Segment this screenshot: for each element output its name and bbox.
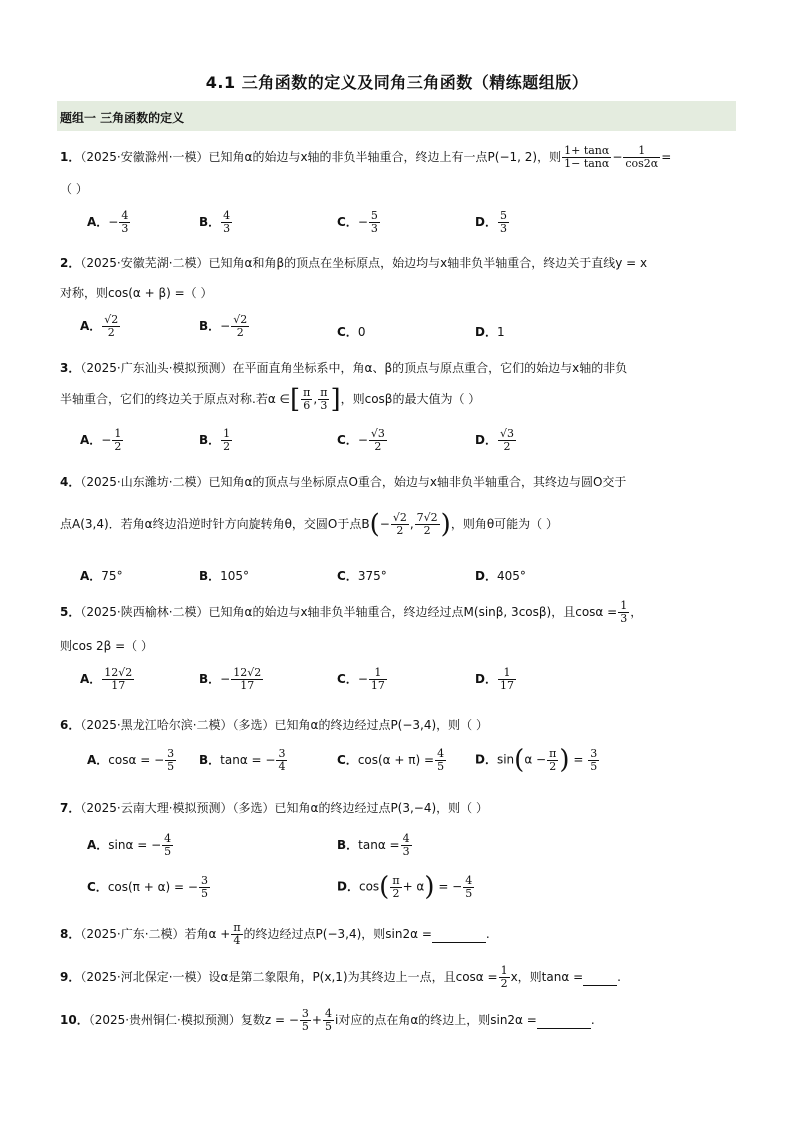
question-3-line2: 半轴重合，它们的终边关于原点对称.若α ∈[ $\frac{\pi}{6}$ , $\frac{\pi}{3}$ ]，则cosβ的最大值为（ ）	[60, 384, 481, 415]
question-source: （2025·广东·二模）	[80, 927, 185, 941]
question-text: 的终边经过点P(−3,4)，则sin2α =	[243, 927, 432, 941]
question-source: （2025·安徽芜湖·二模）	[80, 256, 209, 270]
question-number: 7．	[60, 801, 81, 815]
question-number: 1．	[60, 150, 81, 164]
question-text: 已知角α的始边与x轴的非负半轴重合，终边上有一点P(−1, 2)，则	[208, 150, 562, 164]
group-header	[57, 101, 736, 131]
option-b[interactable]: B． $\frac{4}{3}$	[199, 209, 231, 235]
option-a[interactable]: A． $\frac{12√2}{17}$	[80, 666, 133, 692]
option-c[interactable]: C．− $\frac{√3}{2}$	[337, 427, 385, 453]
question-text: （多选）已知角α的终边经过点P(3,−4)，则（ ）	[232, 801, 488, 815]
option-a[interactable]: A． $\frac{√2}{2}$	[80, 313, 119, 339]
group-title: 题组一 三角函数的定义	[60, 111, 185, 125]
option-c[interactable]: C．− $\frac{1}{17}$	[337, 666, 385, 692]
question-4	[60, 474, 736, 490]
option-c[interactable]: C．cos(π + α) = − $\frac{3}{5}$	[87, 874, 208, 900]
fraction: $\frac{1+ \tan\alpha}{1- \tan\alpha}$	[564, 144, 610, 170]
question-10: 10．（2025·贵州铜仁·模拟预测）复数z = − $\frac{3}{5}$ + $\frac{4}{5}$ i对应的点在角α的终边上，则sin2α = .	[60, 1007, 595, 1033]
option-d[interactable]: D． $\frac{√3}{2}$	[475, 427, 514, 453]
question-2	[60, 255, 736, 271]
option-d[interactable]: D． $\frac{1}{17}$	[475, 666, 514, 692]
option-c[interactable]: C．− $\frac{5}{3}$	[337, 209, 378, 235]
question-number: 4．	[60, 475, 81, 489]
question-9: 9．（2025·河北保定·一模）设α是第二象限角，P(x,1)为其终边上一点，且cosα = $\frac{1}{2}$ x，则tanα = .	[60, 964, 621, 990]
option-b[interactable]: B．− $\frac{√2}{2}$	[199, 313, 248, 339]
option-b[interactable]: B．tanα = $\frac{4}{3}$	[337, 832, 410, 858]
question-number: 5．	[60, 605, 81, 619]
option-b[interactable]: B． $\frac{1}{2}$	[199, 427, 231, 453]
question-source: （2025·云南大理·模拟预测）	[80, 801, 233, 815]
question-source: （2025·河北保定·一模）	[80, 970, 209, 984]
option-a[interactable]: A．sinα = − $\frac{4}{5}$	[87, 832, 172, 858]
question-text: （多选）已知角α的终边经过点P(−3,4)，则（ ）	[232, 718, 488, 732]
question-8: 8．（2025·广东·二模）若角α + $\frac{\pi}{4}$ 的终边经过点P(−3,4)，则sin2α = .	[60, 921, 490, 947]
question-number: 6．	[60, 718, 81, 732]
option-c[interactable]: C．375°	[337, 569, 387, 583]
question-4-line2: 点A(3,4)．若角α终边沿逆时针方向旋转角θ，交圆O于点B(− $\frac{√2}{2}$ , $\frac{7√2}{2}$ )，则角θ可能为（ ）	[60, 509, 558, 540]
option-d[interactable]: D．405°	[475, 569, 526, 583]
question-source: （2025·广东汕头·模拟预测）	[80, 361, 233, 375]
option-c[interactable]: C．0	[337, 325, 366, 339]
question-6	[60, 717, 736, 733]
question-text: 已知角α的始边与x轴非负半轴重合，终边经过点M(sinβ, 3cosβ)，且cosα =	[208, 605, 618, 619]
question-text: 在平面直角坐标系中，角α、β的顶点与原点重合，它们的始边与x轴的非负	[232, 361, 628, 375]
question-2-line2: 对称，则cos(α + β) =（ ）	[60, 286, 213, 300]
option-d[interactable]: D． $\frac{5}{3}$	[475, 209, 507, 235]
answer-blank[interactable]	[432, 926, 486, 943]
option-d[interactable]: D．cos( $\frac{\pi}{2}$ + α) = − $\frac{4}{5}$	[337, 872, 473, 902]
fraction: $\frac{1}{\cos 2\alpha}$	[625, 144, 659, 170]
question-source: （2025·贵州铜仁·模拟预测）	[88, 1013, 241, 1027]
question-number: 9．	[60, 970, 81, 984]
page-title: 4.1 三角函数的定义及同角三角函数（精练题组版）	[205, 73, 589, 92]
option-a[interactable]: A．− $\frac{4}{3}$	[87, 209, 129, 235]
question-source: （2025·陕西榆林·二模）	[80, 605, 209, 619]
question-source: （2025·山东潍坊·二模）	[80, 475, 209, 489]
question-number: 10．	[60, 1013, 89, 1027]
question-7	[60, 800, 736, 816]
option-d[interactable]: D．1	[475, 325, 505, 339]
question-text: 设α是第二象限角，P(x,1)为其终边上一点，且cosα =	[208, 970, 498, 984]
question-text: 已知角α的顶点与坐标原点O重合，始边与x轴非负半轴重合，其终边与圆O交于	[208, 475, 627, 489]
question-1: 1．（2025·安徽滁州·一模）已知角α的始边与x轴的非负半轴重合，终边上有一点P(−1, 2)，则 $\frac{1+ \tan\alpha}{1- \tan\alpha}$ − $\frac{1}{\cos 2\alpha}$ =	[60, 144, 672, 170]
question-number: 3．	[60, 361, 81, 375]
answer-paren: （ ）	[60, 182, 88, 196]
option-d[interactable]: D．sin(α − $\frac{\pi}{2}$ ) = $\frac{3}{5}$	[475, 745, 598, 775]
question-3	[60, 360, 736, 376]
option-c[interactable]: C．cos(α + π) = $\frac{4}{5}$	[337, 747, 445, 773]
option-a[interactable]: A．− $\frac{1}{2}$	[80, 427, 122, 453]
option-a[interactable]: A．cosα = − $\frac{3}{5}$	[87, 747, 175, 773]
option-b[interactable]: B．− $\frac{12√2}{17}$	[199, 666, 262, 692]
option-a[interactable]: A．75°	[80, 569, 123, 583]
question-number: 8．	[60, 927, 81, 941]
question-text: 已知角α和角β的顶点在坐标原点，始边均与x轴非负半轴重合，终边关于直线y = x	[208, 256, 648, 270]
question-text: i对应的点在角α的终边上，则sin2α =	[334, 1013, 537, 1027]
question-number: 2．	[60, 256, 81, 270]
question-source: （2025·安徽滁州·一模）	[80, 150, 209, 164]
answer-blank[interactable]	[583, 969, 617, 986]
answer-blank[interactable]	[537, 1012, 591, 1029]
question-5-line2: 则cos 2β =（ ）	[60, 639, 153, 653]
option-b[interactable]: B．tanα = − $\frac{3}{4}$	[199, 747, 286, 773]
question-5: 5．（2025·陕西榆林·二模）已知角α的始边与x轴非负半轴重合，终边经过点M(sinβ, 3cosβ)，且cosα = $\frac{1}{3}$ ，	[60, 599, 643, 625]
question-source: （2025·黑龙江哈尔滨·二模）	[80, 718, 233, 732]
option-b[interactable]: B．105°	[199, 569, 250, 583]
